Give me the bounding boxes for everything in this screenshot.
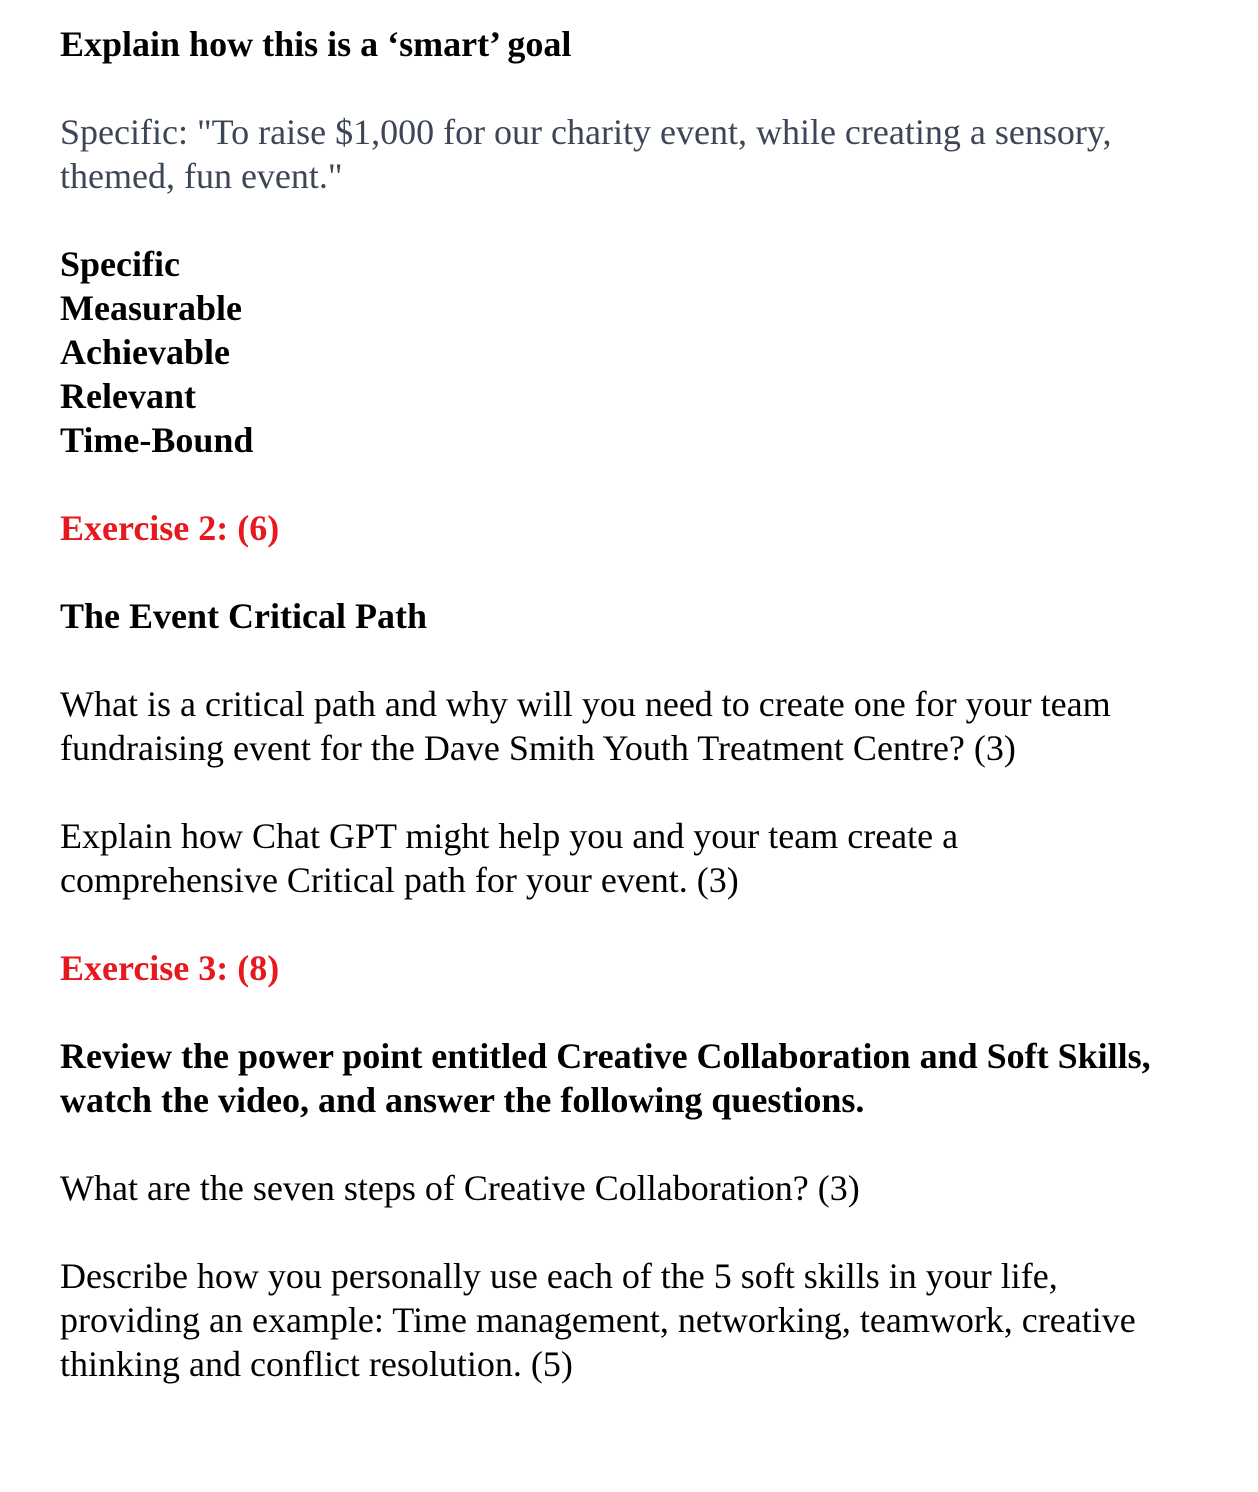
spacer <box>60 1122 1220 1166</box>
exercise-2-question-2 <box>60 814 1220 902</box>
smart-criteria-list <box>60 242 1220 462</box>
exercise-2-title: The Event Critical Path <box>60 596 427 636</box>
spacer <box>60 770 1220 814</box>
instruction-line: Review the power point entitled Creative Collaboration and Soft Skills, <box>60 1036 1151 1076</box>
exercise-3-question-2 <box>60 1254 1220 1386</box>
exercise-3-question-1: What are the seven steps of Creative Collaboration? (3) <box>60 1168 860 1208</box>
smart-goal-heading: Explain how this is a ‘smart’ goal <box>60 24 572 64</box>
spacer <box>60 902 1220 946</box>
exercise-2-label: Exercise 2: (6) <box>60 508 280 548</box>
goal-statement <box>60 110 1220 198</box>
goal-statement-line-2: themed, fun event." <box>60 156 343 196</box>
spacer <box>60 198 1220 242</box>
spacer <box>60 1210 1220 1254</box>
criteria-relevant: Relevant <box>60 376 196 416</box>
spacer <box>60 66 1220 110</box>
question-line: thinking and conflict resolution. (5) <box>60 1344 573 1384</box>
question-line: comprehensive Critical path for your event. (3) <box>60 860 739 900</box>
criteria-specific: Specific <box>60 244 180 284</box>
exercise-3-label: Exercise 3: (8) <box>60 948 280 988</box>
exercise-3-instruction <box>60 1034 1220 1122</box>
question-line: fundraising event for the Dave Smith Youth Treatment Centre? (3) <box>60 728 1016 768</box>
spacer <box>60 638 1220 682</box>
question-line: Describe how you personally use each of the 5 soft skills in your life, <box>60 1256 1058 1296</box>
exercise-2-question-1 <box>60 682 1220 770</box>
document-page <box>60 22 1220 1386</box>
question-line: What is a critical path and why will you need to create one for your team <box>60 684 1111 724</box>
question-line: Explain how Chat GPT might help you and your team create a <box>60 816 959 856</box>
spacer <box>60 990 1220 1034</box>
goal-statement-line-1: Specific: "To raise $1,000 for our charity event, while creating a sensory, <box>60 112 1112 152</box>
criteria-time-bound: Time-Bound <box>60 420 254 460</box>
criteria-achievable: Achievable <box>60 332 230 372</box>
spacer <box>60 462 1220 506</box>
instruction-line: watch the video, and answer the following questions. <box>60 1080 865 1120</box>
spacer <box>60 550 1220 594</box>
question-line: providing an example: Time management, networking, teamwork, creative <box>60 1300 1136 1340</box>
criteria-measurable: Measurable <box>60 288 242 328</box>
